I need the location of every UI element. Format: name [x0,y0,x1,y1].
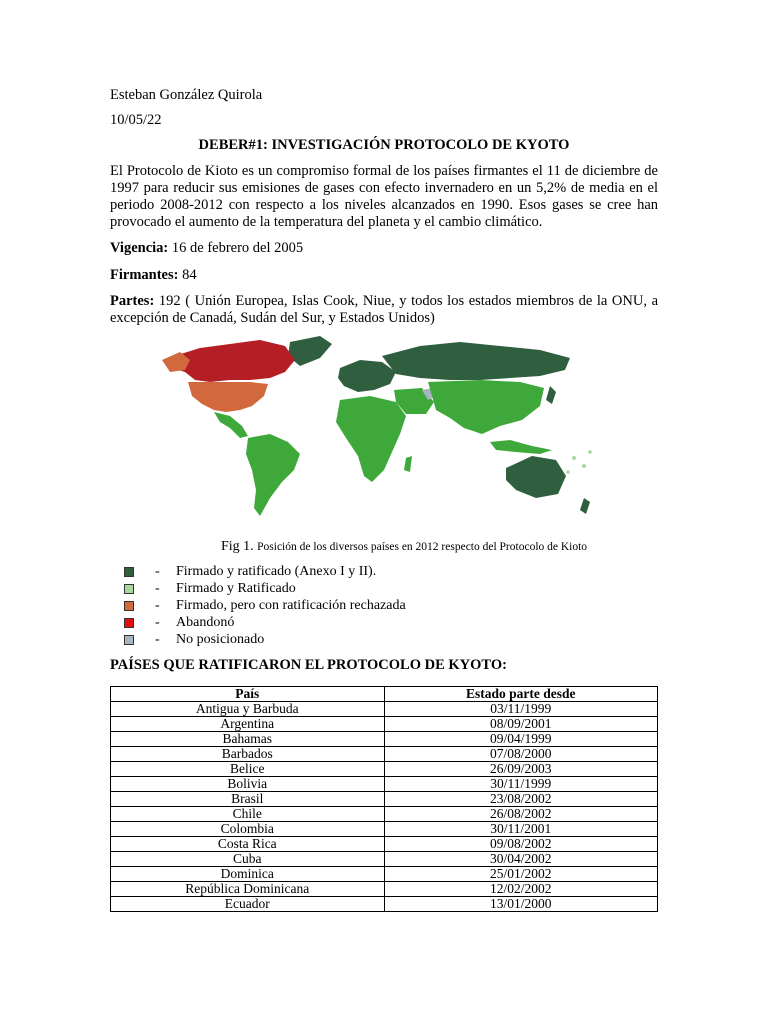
country-cell: Colombia [111,822,385,837]
legend-label: Firmado y Ratificado [176,580,296,596]
country-cell: Dominica [111,867,385,882]
table-row [111,702,658,717]
country-cell: Bahamas [111,732,385,747]
map-legend [124,563,406,648]
map-pacific-island [588,450,592,454]
document-title: DEBER#1: INVESTIGACIÓN PROTOCOLO DE KYOTO [198,137,570,153]
date-cell: 09/08/2002 [384,837,658,852]
legend-label: No posicionado [176,631,265,647]
map-pacific-island [572,456,576,460]
country-cell: Antigua y Barbuda [111,702,385,717]
figure-caption-text: Posición de los diversos países en 2012 respecto del Protocolo de Kioto [257,541,588,553]
map-south-america [246,434,300,516]
legend-dash: - [155,597,160,613]
map-africa [336,396,406,482]
country-cell: Brasil [111,792,385,807]
partes-paragraph [110,293,658,327]
country-cell: Chile [111,807,385,822]
legend-item [124,631,406,648]
map-new-zealand [580,498,590,514]
table-row [111,882,658,897]
ratification-table [110,686,658,912]
legend-item [124,580,406,597]
country-cell: Costa Rica [111,837,385,852]
country-cell: Argentina [111,717,385,732]
table-row [111,897,658,912]
date-cell: 12/02/2002 [384,882,658,897]
date-cell: 26/08/2002 [384,807,658,822]
map-japan [546,386,556,404]
date-cell: 03/11/1999 [384,702,658,717]
legend-item [124,563,406,580]
country-cell: Ecuador [111,897,385,912]
country-cell: Bolivia [111,777,385,792]
figure-caption-prefix: Fig 1. [220,539,258,554]
country-cell: Cuba [111,852,385,867]
map-asia [428,380,544,434]
table-row [111,762,658,777]
map-madagascar [404,456,412,472]
legend-label: Firmado, pero con ratificación rechazada [176,597,406,613]
legend-label: Firmado y ratificado (Anexo I y II). [176,563,377,579]
table-row [111,822,658,837]
partes-label: Partes: [110,293,155,309]
date-cell: 26/09/2003 [384,762,658,777]
legend-item [124,614,406,631]
author-name: Esteban González Quirola [110,87,263,103]
table-row [111,717,658,732]
table-row [111,807,658,822]
vigencia-label: Vigencia: [110,240,169,256]
date-cell: 07/08/2000 [384,747,658,762]
country-cell: Barbados [111,747,385,762]
section-heading: PAÍSES QUE RATIFICARON EL PROTOCOLO DE KYOTO: [110,657,507,673]
column-header-date: Estado parte desde [384,687,658,702]
map-indonesia [490,440,552,454]
legend-dash: - [155,580,160,596]
column-header-country: País [111,687,385,702]
date-cell: 25/01/2002 [384,867,658,882]
date-cell: 30/11/2001 [384,822,658,837]
map-pacific-island [582,464,586,468]
legend-dash: - [155,563,160,579]
firmantes-label: Firmantes: [110,267,179,283]
map-russia [382,342,570,380]
country-cell: Belice [111,762,385,777]
partes-value: 192 ( Unión Europea, Islas Cook, Niue, y todos los estados miembros de la ONU, a excepción de Canadá, Sudán del Sur, y Estados Unidos) [110,293,658,326]
firmantes-value: 84 [178,267,197,283]
table-row [111,792,658,807]
legend-dash: - [155,614,160,630]
document-date: 10/05/22 [110,112,162,128]
table-row [111,837,658,852]
vigencia-line [110,240,303,257]
legend-swatch-withdrew [124,618,134,628]
table-header-row [111,687,658,702]
legend-swatch-rejected [124,601,134,611]
legend-label: Abandonó [176,614,235,630]
legend-swatch-annex [124,567,134,577]
map-greenland [288,336,332,366]
table-row [111,732,658,747]
table-row [111,867,658,882]
legend-swatch-none [124,635,134,645]
legend-dash: - [155,631,160,647]
date-cell: 30/04/2002 [384,852,658,867]
date-cell: 09/04/1999 [384,732,658,747]
legend-item [124,597,406,614]
legend-swatch-ratified [124,584,134,594]
date-cell: 23/08/2002 [384,792,658,807]
map-pacific-island [566,470,570,474]
map-central-america [214,412,248,438]
map-usa [188,382,268,412]
figure-caption [110,539,698,555]
world-map-image [160,330,605,525]
date-cell: 08/09/2001 [384,717,658,732]
table-row [111,852,658,867]
table-row [111,747,658,762]
country-cell: República Dominicana [111,882,385,897]
firmantes-line [110,267,197,284]
vigencia-value: 16 de febrero del 2005 [168,240,304,256]
intro-paragraph: El Protocolo de Kioto es un compromiso formal de los países firmantes el 11 de diciembre de 1997 para reducir sus emisiones de gases con efecto invernadero en un 5,2% de media en el periodo 2008-2012 con respecto a los niveles alcanzados en 1990. Esos gases se cree han provocado el aumento de la temperatura del planeta y el cambio climático. [110,163,658,230]
table-row [111,777,658,792]
map-europe [338,360,396,392]
map-australia [506,456,566,498]
date-cell: 30/11/1999 [384,777,658,792]
date-cell: 13/01/2000 [384,897,658,912]
